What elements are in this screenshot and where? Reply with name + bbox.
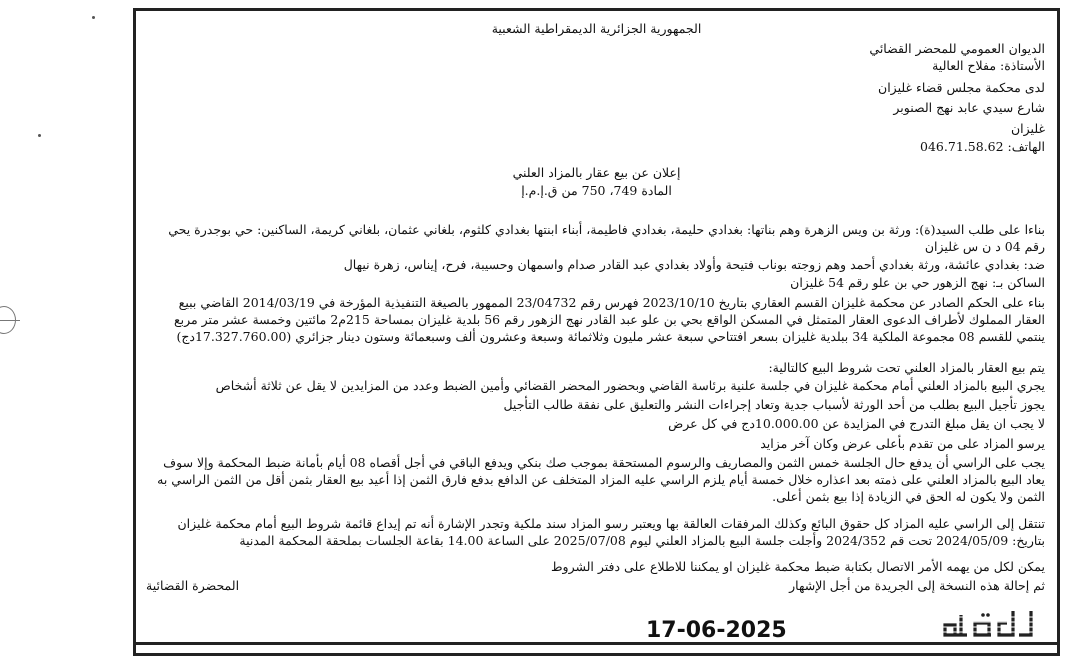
paragraph-judgment: بناء على الحكم الصادر عن محكمة غليزان القسم العقاري بتاريخ 2023/10/10 فهرس رقم 23/04732 الممهور بالصيغة التنفيذية المؤرخة في 2014/03/19 القاضي ببيع العقار المملوك لأطراف الدعوى العقار المتمثل في المسكن الواقع بحي بن علو عبد القادر نهج الزهور رقم 56 بلدية غليزان بمساحة 215م2 مائتين وخمسة عشر متر مربع ينتمي للقسم 08 مجموعة الملكية 34 ببلدية غليزان بسعر افتتاحي سبعة عشر مليون وثلاثمائة وسبعة وعشرون ألف وسبعمائة وستون دينار جزائري (17.327.760.00دج) [173,295,1045,344]
notice-frame [133,8,1060,656]
notice-title: إعلان عن بيع عقار بالمزاد العلني [512,165,681,180]
republic-heading: الجمهورية الجزائرية الديمقراطية الشعبية [491,21,702,36]
office-line: لدى محكمة مجلس قضاء غليزان [878,80,1045,95]
paragraph-condition: يجوز تأجيل البيع بطلب من أحد الورثة لأسباب جدية وتعاد إجراءات النشر والتعليق على نفقة طالب التأجيل [503,397,1045,412]
newspaper-logo [931,605,1041,641]
paragraph-against: ضد: بغدادي عائشة، ورثة بغدادي أحمد وهم زوجته بوناب فتيحة وأولاد بغدادي عبد القادر صدام واسمهان وحسيبة، فرح، إيناس، زهرة نيهال [343,257,1045,272]
signature-label: المحضرة القضائية [146,578,240,593]
office-phone: الهاتف: 046.71.58.62 [920,139,1045,154]
publication-date: 17-06-2025 [646,618,787,643]
paragraph-condition: يرسو المزاد على من تقدم بأعلى عرض وكان آخر مزايد [760,436,1045,451]
office-line: غليزان [1011,121,1045,136]
paragraph-address: الساكن بـ: نهج الزهور حي بن علو رقم 54 غليزان [790,275,1045,290]
office-line: شارع سيدي عابد نهج الصنوبر [893,100,1045,115]
footer-rule [136,642,1057,645]
paragraph-requester: بناءا على طلب السيد(ة): ورثة بن ويس الزهرة وهم بناتها: بغدادي حليمة، بغدادي فاطيمة، أبناء ابنتها بغدادي كلثوم، بلغاني عثمان، بلغاني كريمة، الساكنين: حي بوجدرة يحي رقم 04 د ن س غليزان [168,222,1045,254]
footer [136,605,1057,653]
paragraph-condition: لا يجب ان يقل مبلغ التدرج في المزايدة عن 10.000.00دج في كل عرض [668,416,1045,431]
office-line: الأستاذة: مفلاح العالية [932,58,1045,73]
margin-dot [92,16,95,19]
paragraph-conditions-intro: يتم بيع العقار بالمزاد العلني تحت شروط البيع كالتالية: [768,360,1045,375]
office-line: الديوان العمومي للمحضر القضائي [869,41,1045,56]
paragraph-transfer: تنتقل إلى الراسي عليه المزاد كل حقوق البائع وكذلك المرفقات العالقة بها ويعتبر رسو المزاد سند ملكية وتجدر الإشارة أنه تم إيداع قائمة شروط البيع أمام محكمة غليزان بتاريخ: 2024/05/09 تحت قم 2024/352 وأجلت جلسة البيع بالمزاد العلني ليوم 2025/07/08 على الساعة 14.00 بقاعة الجلسات بملحقة المحكمة المدنية [177,516,1045,548]
binder-line [0,320,20,321]
paragraph-payment: يجب على الراسي أن يدفع حال الجلسة خمس الثمن والمصاريف والرسوم المستحقة بموجب صك بنكي ويدفع الباقي في أجل أقصاه 08 أيام بأمانة ضبط المحكمة وإلا سوف يعاد البيع بالمزاد العلني على ذمته بعد اعذاره خلال خمسة أيام يلزم الراسي عليه المزاد المتخلف عن الدافع بدفع فارق الثمن إذا أعيد بيع العقار بثمن أقل من الثمن الراسي به الثمن ولا يكون له الحق في الزيادة إذا بيع بثمن أعلى. [157,455,1045,504]
notice-subtitle: المادة 749، 750 من ق.إ.م.إ [521,183,672,198]
paragraph-condition: يجري البيع بالمزاد العلني أمام محكمة غليزان في جلسة علنية برئاسة القاضي وبحضور المحضر القضائي وأمين الضبط وعدد من المزايدين لا يقل عن ثلاثة أشخاص [215,378,1045,393]
paragraph-publication: ثم إحالة هذه النسخة إلى الجريدة من أجل الإشهار [789,578,1045,593]
paragraph-contact: يمكن لكل من يهمه الأمر الاتصال بكتابة ضبط محكمة غليزان او يمكننا للاطلاع على دفتر الشروط [550,559,1045,574]
margin-dot [38,134,41,137]
